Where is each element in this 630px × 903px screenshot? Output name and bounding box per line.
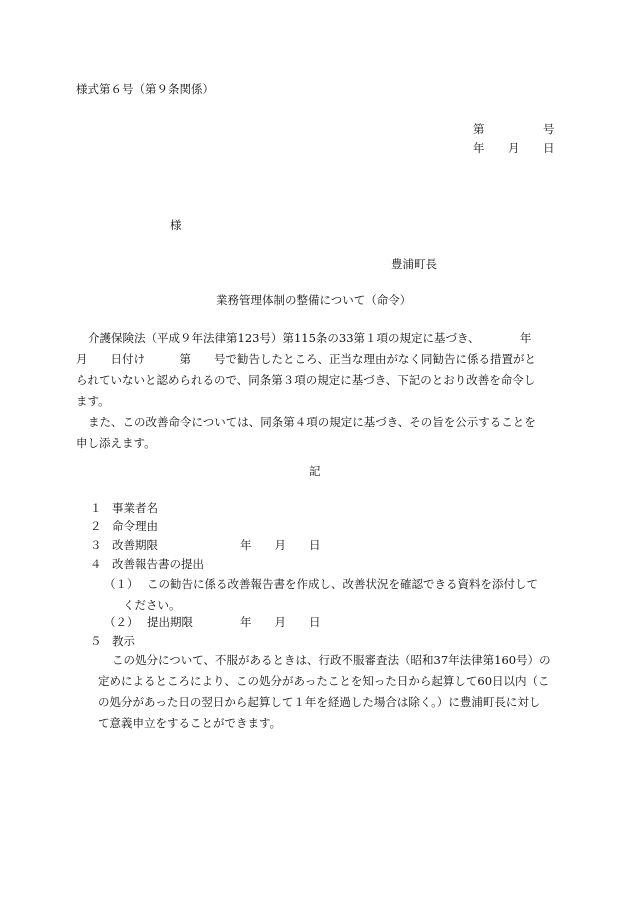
item-number: ３	[90, 538, 102, 552]
date-day: 日	[543, 141, 555, 155]
body-paragraph-2	[76, 412, 536, 454]
body-line: られていないと認められるので、同条第３項の規定に基づき、下記のとおり改善を命令し	[76, 373, 536, 387]
date-year: 年	[473, 141, 485, 155]
instruction-text	[98, 650, 551, 734]
subitem-text	[123, 574, 538, 616]
item-deadline-date: 年 月 日	[240, 538, 321, 552]
item-number: ４	[90, 557, 102, 571]
doc-number-suffix: 号	[543, 122, 555, 136]
body-line: 申し添えます。	[76, 436, 156, 450]
item-label-order-reason: 命令理由	[112, 519, 158, 533]
doc-number-prefix: 第	[473, 122, 485, 136]
instruction-line: この処分について、不服があるときは、行政不服審査法（昭和37年法律第160号）の	[112, 653, 551, 667]
document-title: 業務管理体制の整備について（命令）	[216, 293, 412, 307]
body-paragraph-1	[76, 328, 536, 412]
addressee-suffix: 様	[170, 218, 182, 232]
body-line: 介護保険法（平成９年法律第123号）第115条の33第１項の規定に基づき、 年	[88, 331, 532, 345]
instruction-line: て意義申立をすることができます。	[98, 716, 282, 730]
subitem-number: （１）	[104, 577, 139, 591]
body-line: 月 日付け 第 号で勧告したところ、正当な理由がなく同勧告に係る措置がと	[76, 352, 536, 366]
instruction-line: の処分があった日の翌日から起算して１年を経過した場合は除く。）に豊浦町長に対し	[98, 695, 541, 709]
item-number: ５	[90, 634, 102, 648]
form-identifier: 様式第６号（第９条関係）	[76, 82, 214, 96]
subitem-deadline-date: 年 月 日	[240, 615, 321, 629]
item-number: １	[90, 501, 102, 515]
instruction-line: 定めによるところにより、この処分があったことを知った日から起算して60日以内（こ	[98, 674, 550, 688]
item-label-report-submission: 改善報告書の提出	[112, 557, 204, 571]
subitem-label-submission-deadline: 提出期限	[147, 615, 193, 629]
body-line: ます。	[76, 394, 110, 408]
subitem-number: （２）	[104, 615, 139, 629]
item-label-instruction: 教示	[112, 634, 135, 648]
item-label-deadline: 改善期限	[112, 538, 158, 552]
body-line: また、この改善命令については、同条第４項の規定に基づき、その旨を公示することを	[88, 415, 536, 429]
subitem-line: この勧告に係る改善報告書を作成し、改善状況を確認できる資料を添付して	[147, 577, 538, 591]
sender-name: 豊浦町長	[391, 257, 437, 271]
date-month: 月	[508, 141, 520, 155]
item-number: ２	[90, 519, 102, 533]
subitem-line: ください。	[123, 598, 181, 612]
item-label-business-name: 事業者名	[112, 501, 158, 515]
ki-heading: 記	[309, 464, 321, 478]
